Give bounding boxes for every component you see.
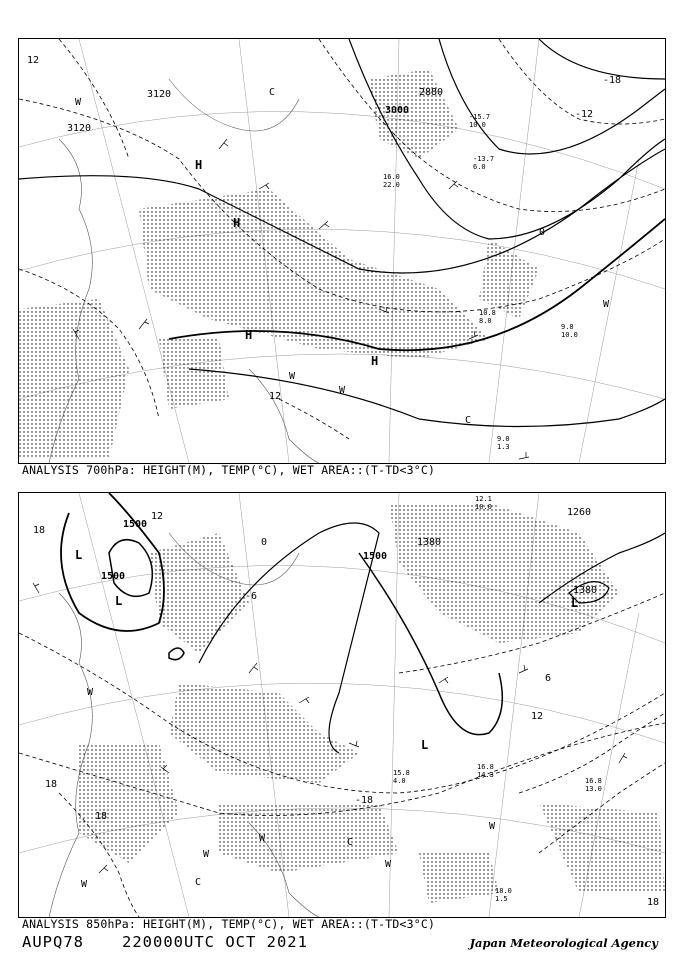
low-pressure-center: L [75,548,83,562]
contour-label: 0 [261,537,268,548]
station-temp: 9.8 [561,323,574,331]
contour-label: 1380 [573,585,598,596]
contour-label: 12 [27,55,40,66]
station-temp: -13.7 [473,155,495,163]
cold-marker: C [465,415,472,426]
high-pressure-center: H [245,328,253,342]
warm-marker: W [339,385,346,396]
caption-700hpa: ANALYSIS 700hPa: HEIGHT(M), TEMP(°C), WET AREA::(T-TD<3°C) [22,463,436,477]
contour-label: 1260 [567,507,592,518]
station-dewpoint: 13.0 [585,785,602,793]
caption-850hpa: ANALYSIS 850hPa: HEIGHT(M), TEMP(°C), WET AREA::(T-TD<3°C) [22,917,436,931]
warm-marker: W [259,833,266,844]
station-dewpoint: 1.3 [497,443,510,451]
contour-label: 1500 [101,571,126,582]
contour-label: 12 [269,391,282,402]
station-dewpoint: 8.0 [479,317,492,325]
contour-label: 3120 [67,123,92,134]
contour-label: -18 [355,795,374,806]
contour-label: 3120 [147,89,172,100]
station-temp: 16.8 [477,763,494,771]
map-panel-700hpa [18,38,666,464]
station-temp: 10.8 [479,309,496,317]
cold-marker: C [347,837,354,848]
station-dewpoint: 6.0 [473,163,486,171]
contour-label: 18 [95,811,108,822]
contour-label: 6 [545,673,552,684]
contour-label: 1500 [363,551,388,562]
station-temp: 9.0 [497,435,510,443]
high-pressure-center: H [195,158,203,172]
station-dewpoint: 10.0 [475,503,492,511]
low-pressure-center: L [115,594,123,608]
warm-marker: W [603,299,610,310]
station-temp: -15.7 [469,113,491,121]
warm-marker: W [87,687,94,698]
station-dewpoint: 10.0 [561,331,578,339]
chart-code: AUPQ78 [22,933,84,951]
contour-label: -6 [245,591,258,602]
station-dewpoint: 1.5 [495,895,508,903]
map-panel-850hpa [18,492,666,918]
cold-marker: C [195,877,202,888]
chart-identifier [22,933,308,951]
low-pressure-center: L [571,596,579,610]
low-pressure-center: L [421,738,429,752]
contour-label: 12 [151,511,164,522]
warm-marker: W [289,371,296,382]
high-pressure-center: H [371,354,379,368]
analysis-time: 220000UTC OCT 2021 [122,933,308,951]
warm-marker: W [81,879,88,890]
station-dewpoint: 22.0 [383,181,400,189]
station-temp: 16.8 [585,777,602,785]
contour-label: 18 [45,779,58,790]
agency-name: Japan Meteorological Agency [469,936,658,950]
cold-marker: C [269,87,276,98]
warm-marker: W [75,97,82,108]
warm-marker: W [203,849,210,860]
station-temp: 12.1 [475,495,492,503]
station-temp: 16.0 [383,173,400,181]
high-pressure-center: H [233,216,241,230]
contour-label: 1380 [417,537,442,548]
station-temp: 18.0 [495,887,512,895]
station-dewpoint: 4.0 [393,777,406,785]
station-dewpoint: 14.3 [477,771,494,779]
contour-label: 2880 [419,87,444,98]
contour-label: 3000 [385,105,410,116]
station-dewpoint: 10.0 [469,121,486,129]
map-850hpa-svg [19,493,665,917]
warm-marker: W [385,859,392,870]
warm-marker: W [489,821,496,832]
contour-label: -18 [603,75,622,86]
map-700hpa-svg [19,39,665,463]
contour-label: 12 [531,711,544,722]
station-temp: 15.8 [393,769,410,777]
contour-label: -12 [575,109,594,120]
contour-label: 0 [539,227,546,238]
contour-label: 1500 [123,519,148,530]
contour-label: 18 [647,897,660,908]
contour-label: 18 [33,525,46,536]
